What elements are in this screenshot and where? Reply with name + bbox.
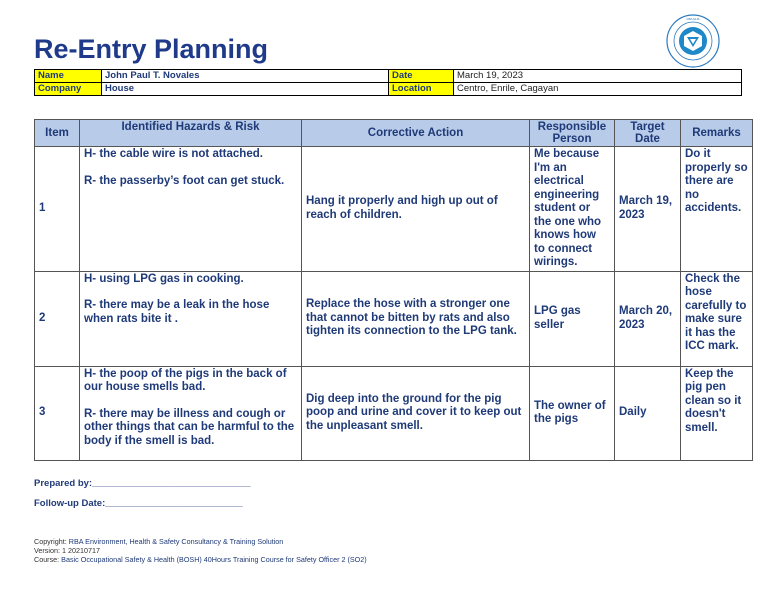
hazard-text: H- the poop of the pigs in the back of our house smells bad. [84,367,287,393]
row-action: Dig deep into the ground for the pig poop and urine and cover it to keep out the unpleasant smell. [302,366,530,460]
header-action: Corrective Action [302,120,530,147]
table-row [35,366,753,460]
header-item: Item [35,120,80,147]
hazard-text: H- using LPG gas in cooking. [84,272,244,285]
row-person: Me because I'm an electrical engineering student or the one who knows how to connect wirings. [530,147,615,272]
table-row [35,271,753,366]
copyright-value: RBA Environment, Health & Safety Consultancy & Training Solution [68,537,284,546]
row-hazard-risk [80,271,302,366]
header-hazards: Identified Hazards & Risk [80,120,302,147]
header-person: Responsible Person [530,120,615,147]
header-remarks: Remarks [681,120,753,147]
row-date: March 20, 2023 [615,271,681,366]
followup-date-line: Follow-up Date:__________________________ [34,498,243,509]
footer [34,537,367,564]
header-date: Target Date [615,120,681,147]
copyright-label: Copyright: [34,537,67,546]
version-value: 1 20210717 [61,546,100,555]
course-value: Basic Occupational Safety & Health (BOSH) 40Hours Training Course for Safety Officer 2 (SO2) [61,555,367,564]
row-date: March 19, 2023 [615,147,681,272]
row-person: LPG gas seller [530,271,615,366]
company-seal-logo [666,14,720,68]
row-item: 3 [35,366,80,460]
row-date: Daily [615,366,681,460]
page-title: Re-Entry Planning [34,34,269,64]
version-label: Version: [34,546,60,555]
risk-text: R- the passerby’s foot can get stuck. [84,174,285,187]
location-label: Location [389,83,454,96]
svg-text:RBA EHS: RBA EHS [686,17,700,21]
row-action: Hang it properly and high up out of reach of children. [302,147,530,272]
location-value: Centro, Enrile, Cagayan [454,83,742,96]
company-value: House [102,83,389,96]
date-value: March 19, 2023 [454,70,742,83]
row-remarks: Keep the pig pen clean so it doesn't smell. [681,366,753,460]
name-value: John Paul T. Novales [102,70,389,83]
name-label: Name [35,70,102,83]
date-label: Date [389,70,454,83]
row-hazard-risk [80,147,302,272]
risk-text: R- there may be a leak in the hose when rats bite it . [84,299,270,325]
course-label: Course: [34,555,60,564]
row-action: Replace the hose with a stronger one that cannot be bitten by rats and also tighten its connection to the LPG tank. [302,271,530,366]
row-remarks: Do it properly so there are no accidents. [681,147,753,272]
row-hazard-risk [80,366,302,460]
prepared-by-line: Prepared by:______________________________ [34,478,251,489]
info-table [34,69,742,96]
company-label: Company [35,83,102,96]
table-row [35,147,753,272]
row-item: 2 [35,271,80,366]
risk-text: R- there may be illness and cough or other things that can be harmful to the body if the smell is bad. [84,407,295,447]
row-person: The owner of the pigs [530,366,615,460]
hazard-text: H- the cable wire is not attached. [84,148,263,160]
row-item: 1 [35,147,80,272]
row-remarks: Check the hose carefully to make sure it has the ICC mark. [681,271,753,366]
hazard-table [34,119,753,461]
